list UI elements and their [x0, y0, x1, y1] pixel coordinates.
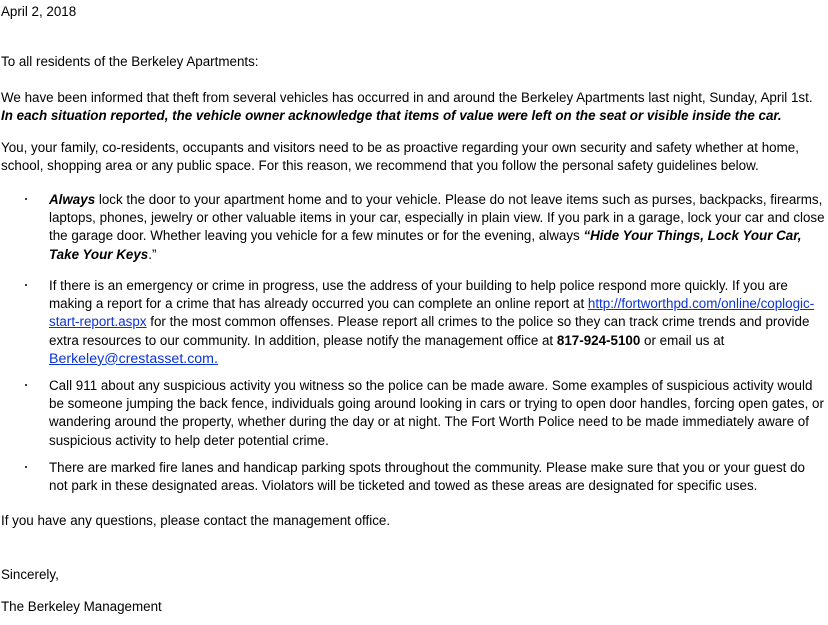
- theft-notice-paragraph: [1, 89, 827, 125]
- list-item-text: [49, 277, 825, 368]
- letter-greeting: To all residents of the Berkeley Apartments:: [1, 54, 259, 69]
- report-text-3: or email us at: [640, 332, 725, 348]
- letter-date: April 2, 2018: [1, 4, 77, 19]
- closing-note: If you have any questions, please contact the management office.: [1, 513, 391, 528]
- list-item-text: Call 911 about any suspicious activity you witness so the police can be made aware. Some examples of suspicious activity would be someone jumping the back fence, individuals going around looking in cars or trying to open door handles, forcing open gates, or wandering around the property, whether during the day or at night. The Fort Worth Police need to be made immediately aware of suspicious activity to help deter potential crime.: [49, 378, 824, 448]
- always-emphasis: Always: [49, 192, 96, 207]
- signature: The Berkeley Management: [1, 599, 162, 614]
- list-item-text: There are marked fire lanes and handicap parking spots throughout the community. Please make sure that you or your guest do not park in these designated areas. Violators will be ticketed and towed as these areas are designated for specific uses.: [49, 460, 806, 494]
- safety-slogan: “Hide Your Things, Lock Your Car, Take Your Keys: [49, 228, 802, 262]
- sign-off: Sincerely,: [1, 567, 59, 582]
- safety-intro-paragraph: You, your family, co-residents, occupants and visitors need to be as proactive regarding your own security and safety whether at home, school, shopping area or any public space. For this reason, we recommend that you follow the personal safety guidelines below.: [1, 140, 799, 174]
- online-report-link[interactable]: http://fortworthpd.com/online/coplogic-start-report.aspx: [49, 296, 815, 330]
- management-email-link[interactable]: Berkeley@crestasset.com.: [49, 350, 218, 367]
- lock-advice-text: lock the door to your apartment home and to your vehicle. Please do not leave items such as purses, backpacks, firearms, laptops, phones, jewelry or other valuable items in your car, especially in plain view. If you park in a garage, lock your car and close the garage door. Whether leaving you vehicle for a few minutes or for the evening, always: [49, 192, 825, 244]
- theft-notice-emphasis: In each situation reported, the vehicle owner acknowledge that items of value were left on the seat or visible inside the car.: [1, 108, 782, 124]
- management-phone: 817-924-5100: [556, 332, 641, 348]
- bullet-dot-icon: [25, 384, 27, 386]
- bullet-dot-icon: [25, 198, 27, 200]
- list-item-text: [49, 191, 825, 264]
- theft-notice-text: We have been informed that theft from several vehicles has occurred in and around the Berkeley Apartments last night, Sunday, April 1st.: [1, 90, 813, 105]
- slogan-end: .”: [148, 246, 157, 262]
- report-text-1: If there is an emergency or crime in progress, use the address of your building to help police respond more quickly. If you are making a report for a crime that has already occurred you can complete an online report at: [49, 278, 788, 312]
- bullet-dot-icon: [25, 284, 27, 286]
- report-text-2: for the most common offenses. Please report all crimes to the police so they can track crime trends and provide extra resources to our community. In addition, please notify the management office at: [49, 314, 810, 348]
- bullet-dot-icon: [25, 466, 27, 468]
